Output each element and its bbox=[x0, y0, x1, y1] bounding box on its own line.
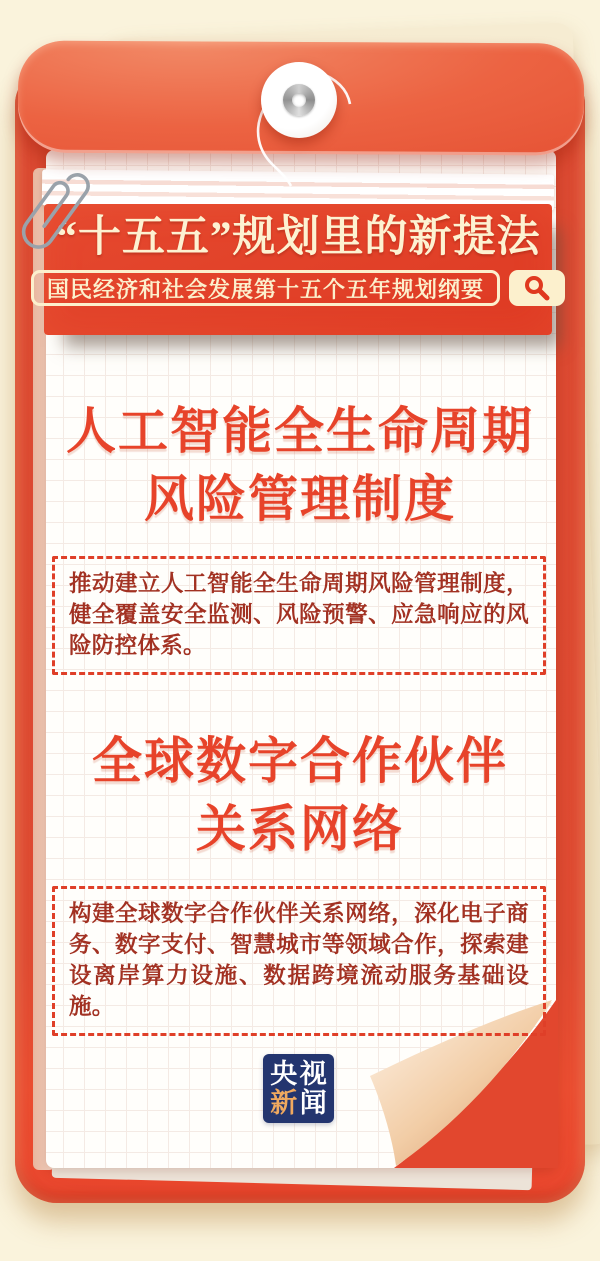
search-bar bbox=[31, 270, 565, 306]
grommet-icon bbox=[283, 84, 315, 116]
search-text: 国民经济和社会发展第十五个五年规划纲要 bbox=[47, 276, 485, 302]
search-icon bbox=[522, 273, 552, 303]
section2-body-box bbox=[52, 886, 546, 1036]
logo-char-4: 闻 bbox=[299, 1088, 327, 1119]
string-button bbox=[261, 62, 337, 138]
page-title: “十五五”规划里的新提法 bbox=[55, 214, 541, 261]
section1-title bbox=[0, 398, 600, 534]
cctv-news-logo bbox=[263, 1054, 334, 1123]
header-box bbox=[44, 204, 552, 335]
section2-title bbox=[0, 728, 600, 864]
section1-body-box bbox=[52, 556, 546, 675]
logo-char-1: 央 bbox=[270, 1058, 298, 1089]
section2-title-line1: 全球数字合作伙伴 bbox=[74, 728, 526, 796]
section1-title-line2: 风险管理制度 bbox=[126, 466, 474, 534]
logo-char-3: 新 bbox=[270, 1088, 298, 1119]
search-input bbox=[31, 270, 500, 306]
paperclip-icon bbox=[12, 164, 96, 268]
section2-title-line2: 关系网络 bbox=[178, 796, 422, 864]
logo-char-2: 视 bbox=[299, 1058, 327, 1089]
search-button bbox=[509, 270, 565, 306]
section2-body-text: 构建全球数字合作伙伴关系网络，深化电子商务、数字支付、智慧城市等领域合作，探索建设离岸算力设施、数据跨境流动服务基础设施。 bbox=[69, 901, 529, 1019]
section1-body-text: 推动建立人工智能全生命周期风险管理制度，健全覆盖安全监测、风险预警、应急响应的风险防控体系。 bbox=[69, 571, 529, 658]
section1-title-line1: 人工智能全生命周期 bbox=[48, 398, 552, 466]
